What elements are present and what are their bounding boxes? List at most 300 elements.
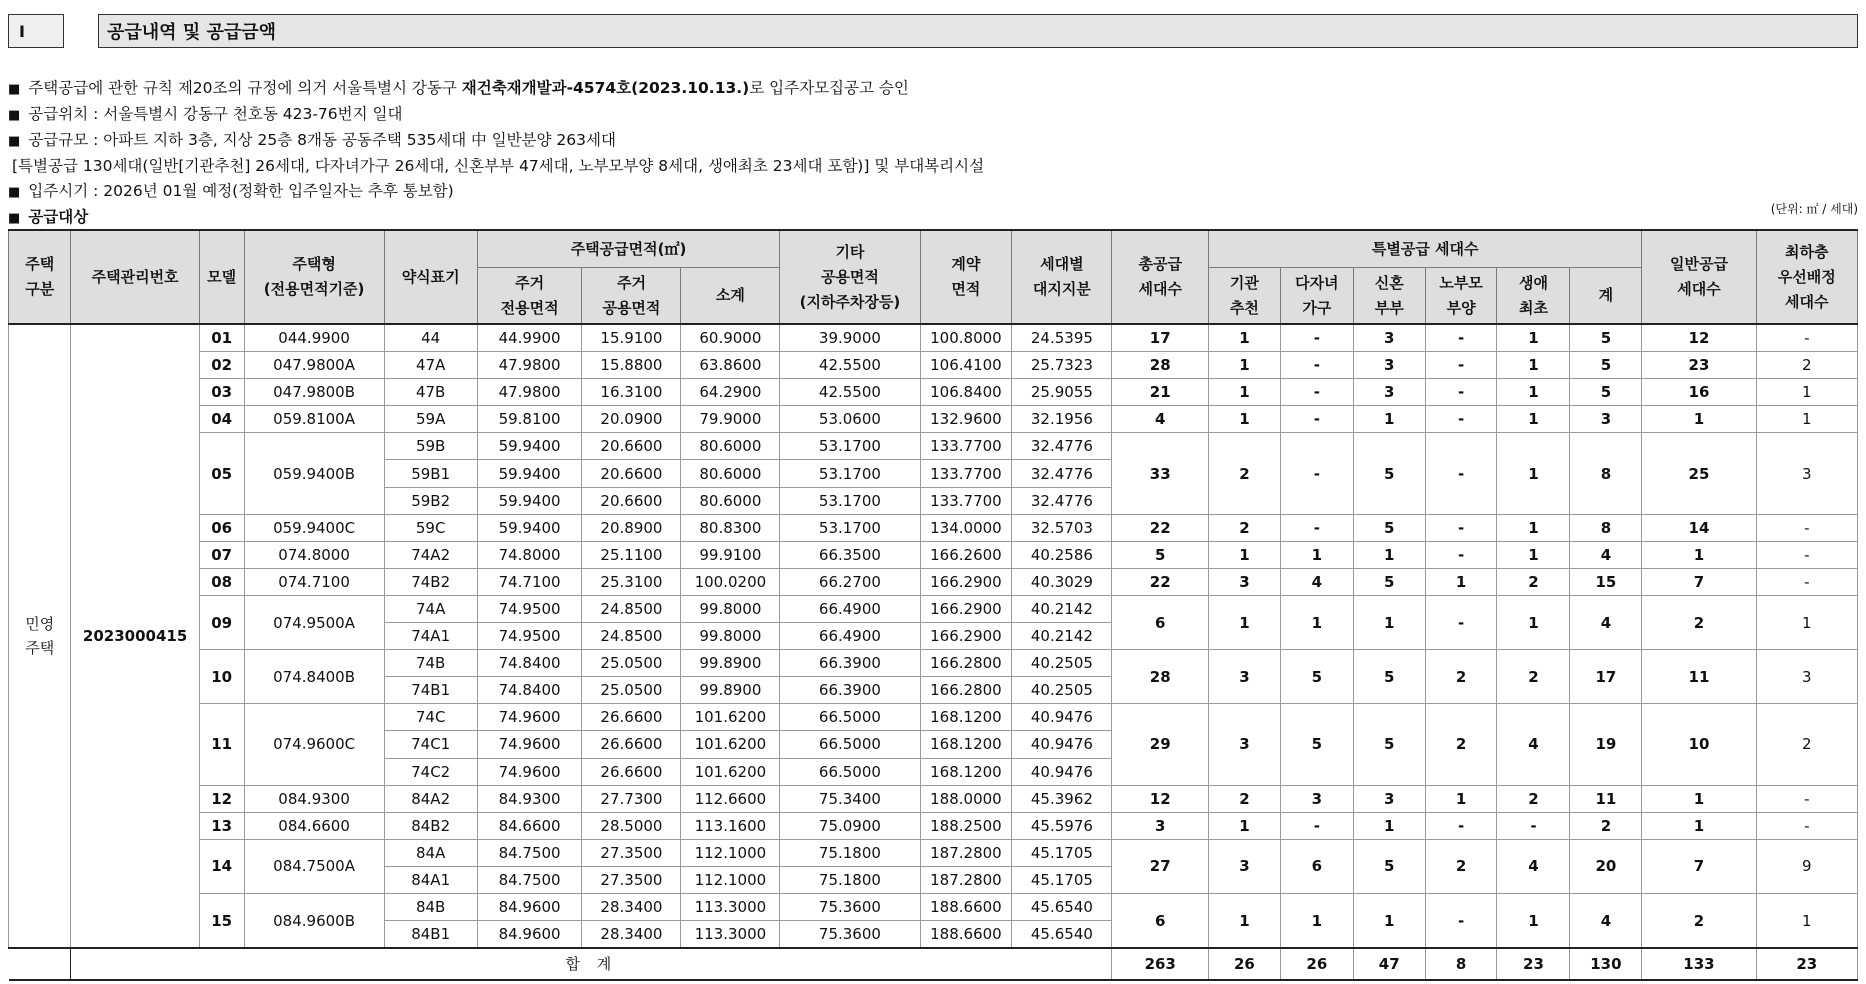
abbr-cell: 84B1 xyxy=(384,921,477,949)
special-sum-cell: 20 xyxy=(1570,839,1642,893)
institution-cell: 1 xyxy=(1209,893,1281,948)
special-sum-cell: 17 xyxy=(1570,650,1642,704)
general-supply-cell: 12 xyxy=(1642,324,1756,352)
multi-child-cell: - xyxy=(1280,406,1353,433)
other-common-cell: 66.2700 xyxy=(780,568,920,595)
other-common-cell: 66.3900 xyxy=(780,677,920,704)
total-supply-cell: 6 xyxy=(1112,595,1209,649)
exclusive-area-cell: 74.9600 xyxy=(477,704,582,731)
multi-child-cell: 5 xyxy=(1280,650,1353,704)
contract-area-cell: 168.1200 xyxy=(920,731,1012,758)
special-sum-cell: 8 xyxy=(1570,433,1642,514)
subtotal-cell: 113.3000 xyxy=(681,921,780,949)
exclusive-area-cell: 74.8400 xyxy=(477,650,582,677)
institution-cell: 3 xyxy=(1209,568,1281,595)
col-multi-child: 다자녀 가구 xyxy=(1280,268,1353,325)
contract-area-cell: 166.2900 xyxy=(920,568,1012,595)
general-supply-cell: 1 xyxy=(1642,785,1756,812)
first-time-cell: 1 xyxy=(1497,514,1570,541)
total-label: 합 계 xyxy=(71,948,1112,980)
common-area-cell: 25.3100 xyxy=(582,568,681,595)
model-cell: 02 xyxy=(199,352,244,379)
total-supply-cell: 5 xyxy=(1112,541,1209,568)
exclusive-area-cell: 59.8100 xyxy=(477,406,582,433)
institution-cell: 2 xyxy=(1209,785,1281,812)
land-share-cell: 40.9476 xyxy=(1012,731,1112,758)
common-area-cell: 15.9100 xyxy=(582,324,681,352)
exclusive-area-cell: 47.9800 xyxy=(477,352,582,379)
multi-child-cell: 1 xyxy=(1280,541,1353,568)
abbr-cell: 74B1 xyxy=(384,677,477,704)
first-time-cell: 2 xyxy=(1497,568,1570,595)
low-floor-cell: 1 xyxy=(1756,595,1857,649)
other-common-cell: 75.0900 xyxy=(780,812,920,839)
house-type-cell: 059.8100A xyxy=(244,406,384,433)
house-type-cell: 047.9800B xyxy=(244,379,384,406)
model-cell: 08 xyxy=(199,568,244,595)
land-share-cell: 40.2586 xyxy=(1012,541,1112,568)
low-floor-cell: 1 xyxy=(1756,379,1857,406)
table-row xyxy=(9,785,1858,812)
general-supply-cell: 2 xyxy=(1642,595,1756,649)
total-supply-cell: 12 xyxy=(1112,785,1209,812)
contract-area-cell: 166.2800 xyxy=(920,677,1012,704)
section-title: 공급내역 및 공급금액 xyxy=(98,14,1858,48)
institution-cell: 3 xyxy=(1209,839,1281,893)
elderly-cell: - xyxy=(1425,893,1497,948)
subtotal-cell: 80.8300 xyxy=(681,514,780,541)
multi-child-cell: 1 xyxy=(1280,893,1353,948)
model-cell: 03 xyxy=(199,379,244,406)
low-floor-cell: - xyxy=(1756,514,1857,541)
other-common-cell: 66.5000 xyxy=(780,731,920,758)
other-common-cell: 66.5000 xyxy=(780,704,920,731)
total-supply-cell: 6 xyxy=(1112,893,1209,948)
total-elderly: 8 xyxy=(1425,948,1497,980)
general-supply-cell: 2 xyxy=(1642,893,1756,948)
common-area-cell: 25.1100 xyxy=(582,541,681,568)
table-row xyxy=(9,433,1858,460)
model-cell: 01 xyxy=(199,324,244,352)
abbr-cell: 74C1 xyxy=(384,731,477,758)
abbr-cell: 84A1 xyxy=(384,866,477,893)
common-area-cell: 20.6600 xyxy=(582,487,681,514)
special-sum-cell: 11 xyxy=(1570,785,1642,812)
common-area-cell: 20.6600 xyxy=(582,433,681,460)
institution-cell: 1 xyxy=(1209,324,1281,352)
institution-cell: 3 xyxy=(1209,704,1281,785)
abbr-cell: 84A xyxy=(384,839,477,866)
special-sum-cell: 2 xyxy=(1570,812,1642,839)
land-share-cell: 40.2505 xyxy=(1012,677,1112,704)
col-land-share: 세대별 대지지분 xyxy=(1012,230,1112,324)
mgmt-no-cell: 2023000415 xyxy=(71,324,199,948)
col-contract-area: 계약 면적 xyxy=(920,230,1012,324)
exclusive-area-cell: 47.9800 xyxy=(477,379,582,406)
multi-child-cell: 1 xyxy=(1280,595,1353,649)
special-sum-cell: 5 xyxy=(1570,352,1642,379)
land-share-cell: 40.9476 xyxy=(1012,704,1112,731)
subtotal-cell: 63.8600 xyxy=(681,352,780,379)
newlywed-cell: 1 xyxy=(1353,812,1425,839)
model-cell: 07 xyxy=(199,541,244,568)
model-cell: 15 xyxy=(199,893,244,948)
common-area-cell: 26.6600 xyxy=(582,758,681,785)
land-share-cell: 40.9476 xyxy=(1012,758,1112,785)
institution-cell: 1 xyxy=(1209,379,1281,406)
other-common-cell: 39.9000 xyxy=(780,324,920,352)
common-area-cell: 20.6600 xyxy=(582,460,681,487)
subtotal-cell: 99.8000 xyxy=(681,595,780,622)
model-cell: 04 xyxy=(199,406,244,433)
elderly-cell: - xyxy=(1425,406,1497,433)
house-type-cell: 074.8000 xyxy=(244,541,384,568)
contract-area-cell: 188.6600 xyxy=(920,893,1012,920)
col-elderly: 노부모 부양 xyxy=(1425,268,1497,325)
other-common-cell: 66.3900 xyxy=(780,650,920,677)
total-general: 133 xyxy=(1642,948,1756,980)
exclusive-area-cell: 74.9500 xyxy=(477,595,582,622)
total-supply-sum: 263 xyxy=(1112,948,1209,980)
general-supply-cell: 14 xyxy=(1642,514,1756,541)
subtotal-cell: 99.9100 xyxy=(681,541,780,568)
col-abbr: 약식표기 xyxy=(384,230,477,324)
newlywed-cell: 5 xyxy=(1353,704,1425,785)
first-time-cell: 2 xyxy=(1497,785,1570,812)
first-time-cell: 1 xyxy=(1497,406,1570,433)
general-supply-cell: 1 xyxy=(1642,812,1756,839)
other-common-cell: 66.5000 xyxy=(780,758,920,785)
model-cell: 11 xyxy=(199,704,244,785)
abbr-cell: 74B2 xyxy=(384,568,477,595)
elderly-cell: - xyxy=(1425,541,1497,568)
land-share-cell: 32.4776 xyxy=(1012,433,1112,460)
col-low-floor: 최하층 우선배정 세대수 xyxy=(1756,230,1857,324)
total-supply-cell: 29 xyxy=(1112,704,1209,785)
total-supply-cell: 28 xyxy=(1112,352,1209,379)
table-row xyxy=(9,704,1858,731)
newlywed-cell: 1 xyxy=(1353,893,1425,948)
col-special-sum: 계 xyxy=(1570,268,1642,325)
multi-child-cell: - xyxy=(1280,324,1353,352)
contract-area-cell: 133.7700 xyxy=(920,487,1012,514)
institution-cell: 1 xyxy=(1209,352,1281,379)
multi-child-cell: 3 xyxy=(1280,785,1353,812)
notice-line-move-in: ■ 입주시기 : 2026년 01월 예정(정확한 입주일자는 추후 통보함) xyxy=(8,182,454,200)
total-supply-cell: 22 xyxy=(1112,514,1209,541)
exclusive-area-cell: 84.9600 xyxy=(477,893,582,920)
exclusive-area-cell: 59.9400 xyxy=(477,487,582,514)
subtotal-cell: 80.6000 xyxy=(681,460,780,487)
low-floor-cell: - xyxy=(1756,568,1857,595)
house-type-cell: 074.9500A xyxy=(244,595,384,649)
first-time-cell: - xyxy=(1497,812,1570,839)
multi-child-cell: - xyxy=(1280,352,1353,379)
general-supply-cell: 11 xyxy=(1642,650,1756,704)
house-type-cell: 059.9400C xyxy=(244,514,384,541)
house-type-cell: 044.9900 xyxy=(244,324,384,352)
col-house-type: 주택형 (전용면적기준) xyxy=(244,230,384,324)
multi-child-cell: 6 xyxy=(1280,839,1353,893)
col-newlywed: 신혼 부부 xyxy=(1353,268,1425,325)
elderly-cell: - xyxy=(1425,433,1497,514)
institution-cell: 1 xyxy=(1209,595,1281,649)
total-low-floor: 23 xyxy=(1756,948,1857,980)
house-type-cell: 084.9600B xyxy=(244,893,384,948)
exclusive-area-cell: 74.7100 xyxy=(477,568,582,595)
total-supply-cell: 17 xyxy=(1112,324,1209,352)
other-common-cell: 53.1700 xyxy=(780,487,920,514)
section-number: I xyxy=(8,14,64,48)
multi-child-cell: - xyxy=(1280,514,1353,541)
subtotal-cell: 99.8900 xyxy=(681,677,780,704)
notice-line-special: [특별공급 130세대(일반[기관추천] 26세대, 다자녀가구 26세대, 신혼부부 47세대, 노부모부양 8세대, 생애최초 23세대 포함)] 및 부대복리시설 xyxy=(12,157,985,175)
total-supply-cell: 4 xyxy=(1112,406,1209,433)
common-area-cell: 20.0900 xyxy=(582,406,681,433)
col-total-supply: 총공급 세대수 xyxy=(1112,230,1209,324)
subtotal-cell: 113.1600 xyxy=(681,812,780,839)
subtotal-cell: 99.8900 xyxy=(681,650,780,677)
first-time-cell: 1 xyxy=(1497,324,1570,352)
low-floor-cell: - xyxy=(1756,324,1857,352)
common-area-cell: 15.8800 xyxy=(582,352,681,379)
multi-child-cell: - xyxy=(1280,812,1353,839)
section-header xyxy=(8,14,1858,48)
exclusive-area-cell: 59.9400 xyxy=(477,433,582,460)
contract-area-cell: 188.2500 xyxy=(920,812,1012,839)
other-common-cell: 53.1700 xyxy=(780,514,920,541)
other-common-cell: 53.1700 xyxy=(780,460,920,487)
house-type-cell: 074.8400B xyxy=(244,650,384,704)
contract-area-cell: 168.1200 xyxy=(920,704,1012,731)
low-floor-cell: 2 xyxy=(1756,704,1857,785)
col-model: 모델 xyxy=(199,230,244,324)
subtotal-cell: 80.6000 xyxy=(681,487,780,514)
house-type-cell: 047.9800A xyxy=(244,352,384,379)
common-area-cell: 27.7300 xyxy=(582,785,681,812)
newlywed-cell: 1 xyxy=(1353,406,1425,433)
contract-area-cell: 134.0000 xyxy=(920,514,1012,541)
other-common-cell: 66.4900 xyxy=(780,623,920,650)
col-supply-area: 주택공급면적(㎡) xyxy=(477,230,780,268)
first-time-cell: 1 xyxy=(1497,352,1570,379)
housing-type-cell: 민영 주택 xyxy=(9,324,71,948)
exclusive-area-cell: 59.9400 xyxy=(477,460,582,487)
contract-area-cell: 133.7700 xyxy=(920,460,1012,487)
total-supply-cell: 27 xyxy=(1112,839,1209,893)
first-time-cell: 4 xyxy=(1497,704,1570,785)
special-sum-cell: 3 xyxy=(1570,406,1642,433)
contract-area-cell: 168.1200 xyxy=(920,758,1012,785)
notice-line-approval: ■ 주택공급에 관한 규칙 제20조의 규정에 의거 서울특별시 강동구 재건축재개발과-4574호(2023.10.13.)로 입주자모집공고 승인 xyxy=(8,79,909,97)
newlywed-cell: 5 xyxy=(1353,650,1425,704)
general-supply-cell: 1 xyxy=(1642,406,1756,433)
abbr-cell: 59B2 xyxy=(384,487,477,514)
subtotal-cell: 101.6200 xyxy=(681,731,780,758)
abbr-cell: 47A xyxy=(384,352,477,379)
total-supply-cell: 22 xyxy=(1112,568,1209,595)
col-subtotal: 소계 xyxy=(681,268,780,325)
model-cell: 14 xyxy=(199,839,244,893)
unit-label: (단위: ㎡ / 세대) xyxy=(1770,202,1858,216)
newlywed-cell: 3 xyxy=(1353,324,1425,352)
table-row xyxy=(9,650,1858,677)
total-special-sum: 130 xyxy=(1570,948,1642,980)
contract-area-cell: 166.2900 xyxy=(920,623,1012,650)
other-common-cell: 75.1800 xyxy=(780,839,920,866)
model-cell: 12 xyxy=(199,785,244,812)
elderly-cell: 2 xyxy=(1425,704,1497,785)
abbr-cell: 59B xyxy=(384,433,477,460)
contract-area-cell: 166.2600 xyxy=(920,541,1012,568)
other-common-cell: 75.3600 xyxy=(780,893,920,920)
exclusive-area-cell: 74.9500 xyxy=(477,623,582,650)
other-common-cell: 66.4900 xyxy=(780,595,920,622)
elderly-cell: - xyxy=(1425,595,1497,649)
elderly-cell: - xyxy=(1425,514,1497,541)
land-share-cell: 40.2505 xyxy=(1012,650,1112,677)
other-common-cell: 53.1700 xyxy=(780,433,920,460)
table-row xyxy=(9,812,1858,839)
special-sum-cell: 5 xyxy=(1570,324,1642,352)
other-common-cell: 75.3400 xyxy=(780,785,920,812)
contract-area-cell: 106.4100 xyxy=(920,352,1012,379)
elderly-cell: - xyxy=(1425,379,1497,406)
other-common-cell: 75.1800 xyxy=(780,866,920,893)
land-share-cell: 32.5703 xyxy=(1012,514,1112,541)
institution-cell: 1 xyxy=(1209,406,1281,433)
low-floor-cell: 1 xyxy=(1756,893,1857,948)
first-time-cell: 1 xyxy=(1497,595,1570,649)
total-supply-cell: 28 xyxy=(1112,650,1209,704)
total-row xyxy=(9,948,1858,980)
bullet-square-icon: ■ xyxy=(8,108,21,123)
house-type-cell: 084.7500A xyxy=(244,839,384,893)
house-type-cell: 074.9600C xyxy=(244,704,384,785)
abbr-cell: 74C2 xyxy=(384,758,477,785)
general-supply-cell: 10 xyxy=(1642,704,1756,785)
supply-table xyxy=(8,229,1858,981)
general-supply-cell: 1 xyxy=(1642,541,1756,568)
table-row xyxy=(9,406,1858,433)
multi-child-cell: - xyxy=(1280,379,1353,406)
subtotal-cell: 100.0200 xyxy=(681,568,780,595)
notice-list xyxy=(8,76,984,231)
institution-cell: 2 xyxy=(1209,514,1281,541)
abbr-cell: 74A xyxy=(384,595,477,622)
low-floor-cell: - xyxy=(1756,785,1857,812)
land-share-cell: 32.4776 xyxy=(1012,487,1112,514)
contract-area-cell: 100.8000 xyxy=(920,324,1012,352)
abbr-cell: 84B2 xyxy=(384,812,477,839)
newlywed-cell: 5 xyxy=(1353,433,1425,514)
special-sum-cell: 4 xyxy=(1570,595,1642,649)
contract-area-cell: 187.2800 xyxy=(920,839,1012,866)
newlywed-cell: 3 xyxy=(1353,785,1425,812)
total-newlywed: 47 xyxy=(1353,948,1425,980)
exclusive-area-cell: 84.9300 xyxy=(477,785,582,812)
low-floor-cell: 3 xyxy=(1756,433,1857,514)
col-institution: 기관 추천 xyxy=(1209,268,1281,325)
table-row xyxy=(9,541,1858,568)
common-area-cell: 28.5000 xyxy=(582,812,681,839)
abbr-cell: 59A xyxy=(384,406,477,433)
col-exclusive-area: 주거 전용면적 xyxy=(477,268,582,325)
elderly-cell: 1 xyxy=(1425,568,1497,595)
special-sum-cell: 5 xyxy=(1570,379,1642,406)
total-first-time: 23 xyxy=(1497,948,1570,980)
institution-cell: 1 xyxy=(1209,812,1281,839)
total-multi-child: 26 xyxy=(1280,948,1353,980)
abbr-cell: 74C xyxy=(384,704,477,731)
land-share-cell: 45.6540 xyxy=(1012,893,1112,920)
land-share-cell: 24.5395 xyxy=(1012,324,1112,352)
contract-area-cell: 187.2800 xyxy=(920,866,1012,893)
model-cell: 06 xyxy=(199,514,244,541)
institution-cell: 2 xyxy=(1209,433,1281,514)
common-area-cell: 20.8900 xyxy=(582,514,681,541)
special-sum-cell: 15 xyxy=(1570,568,1642,595)
total-supply-cell: 33 xyxy=(1112,433,1209,514)
contract-area-cell: 166.2800 xyxy=(920,650,1012,677)
contract-area-cell: 188.6600 xyxy=(920,921,1012,949)
elderly-cell: 2 xyxy=(1425,839,1497,893)
other-common-cell: 42.5500 xyxy=(780,379,920,406)
notice-line-scale: ■ 공급규모 : 아파트 지하 3층, 지상 25층 8개동 공동주택 535세대 中 일반분양 263세대 xyxy=(8,131,616,149)
newlywed-cell: 1 xyxy=(1353,541,1425,568)
total-institution: 26 xyxy=(1209,948,1281,980)
model-cell: 13 xyxy=(199,812,244,839)
abbr-cell: 44 xyxy=(384,324,477,352)
multi-child-cell: - xyxy=(1280,433,1353,514)
approval-number: 재건축재개발과-4574호(2023.10.13.) xyxy=(461,79,750,97)
col-general-supply: 일반공급 세대수 xyxy=(1642,230,1756,324)
elderly-cell: - xyxy=(1425,812,1497,839)
land-share-cell: 45.5976 xyxy=(1012,812,1112,839)
subtotal-cell: 112.1000 xyxy=(681,839,780,866)
low-floor-cell: - xyxy=(1756,812,1857,839)
table-row xyxy=(9,839,1858,866)
low-floor-cell: 3 xyxy=(1756,650,1857,704)
common-area-cell: 16.3100 xyxy=(582,379,681,406)
multi-child-cell: 4 xyxy=(1280,568,1353,595)
first-time-cell: 4 xyxy=(1497,839,1570,893)
general-supply-cell: 7 xyxy=(1642,568,1756,595)
newlywed-cell: 3 xyxy=(1353,379,1425,406)
newlywed-cell: 5 xyxy=(1353,839,1425,893)
elderly-cell: - xyxy=(1425,352,1497,379)
table-row xyxy=(9,893,1858,920)
model-cell: 05 xyxy=(199,433,244,514)
common-area-cell: 26.6600 xyxy=(582,704,681,731)
land-share-cell: 45.1705 xyxy=(1012,839,1112,866)
col-special-supply: 특별공급 세대수 xyxy=(1209,230,1642,268)
subtotal-cell: 79.9000 xyxy=(681,406,780,433)
exclusive-area-cell: 59.9400 xyxy=(477,514,582,541)
other-common-cell: 53.0600 xyxy=(780,406,920,433)
land-share-cell: 32.1956 xyxy=(1012,406,1112,433)
exclusive-area-cell: 84.7500 xyxy=(477,839,582,866)
first-time-cell: 1 xyxy=(1497,379,1570,406)
abbr-cell: 74A2 xyxy=(384,541,477,568)
other-common-cell: 75.3600 xyxy=(780,921,920,949)
exclusive-area-cell: 84.9600 xyxy=(477,921,582,949)
land-share-cell: 45.3962 xyxy=(1012,785,1112,812)
col-housing-type: 주택 구분 xyxy=(9,230,71,324)
bullet-square-icon: ■ xyxy=(8,185,21,200)
general-supply-cell: 23 xyxy=(1642,352,1756,379)
contract-area-cell: 166.2900 xyxy=(920,595,1012,622)
